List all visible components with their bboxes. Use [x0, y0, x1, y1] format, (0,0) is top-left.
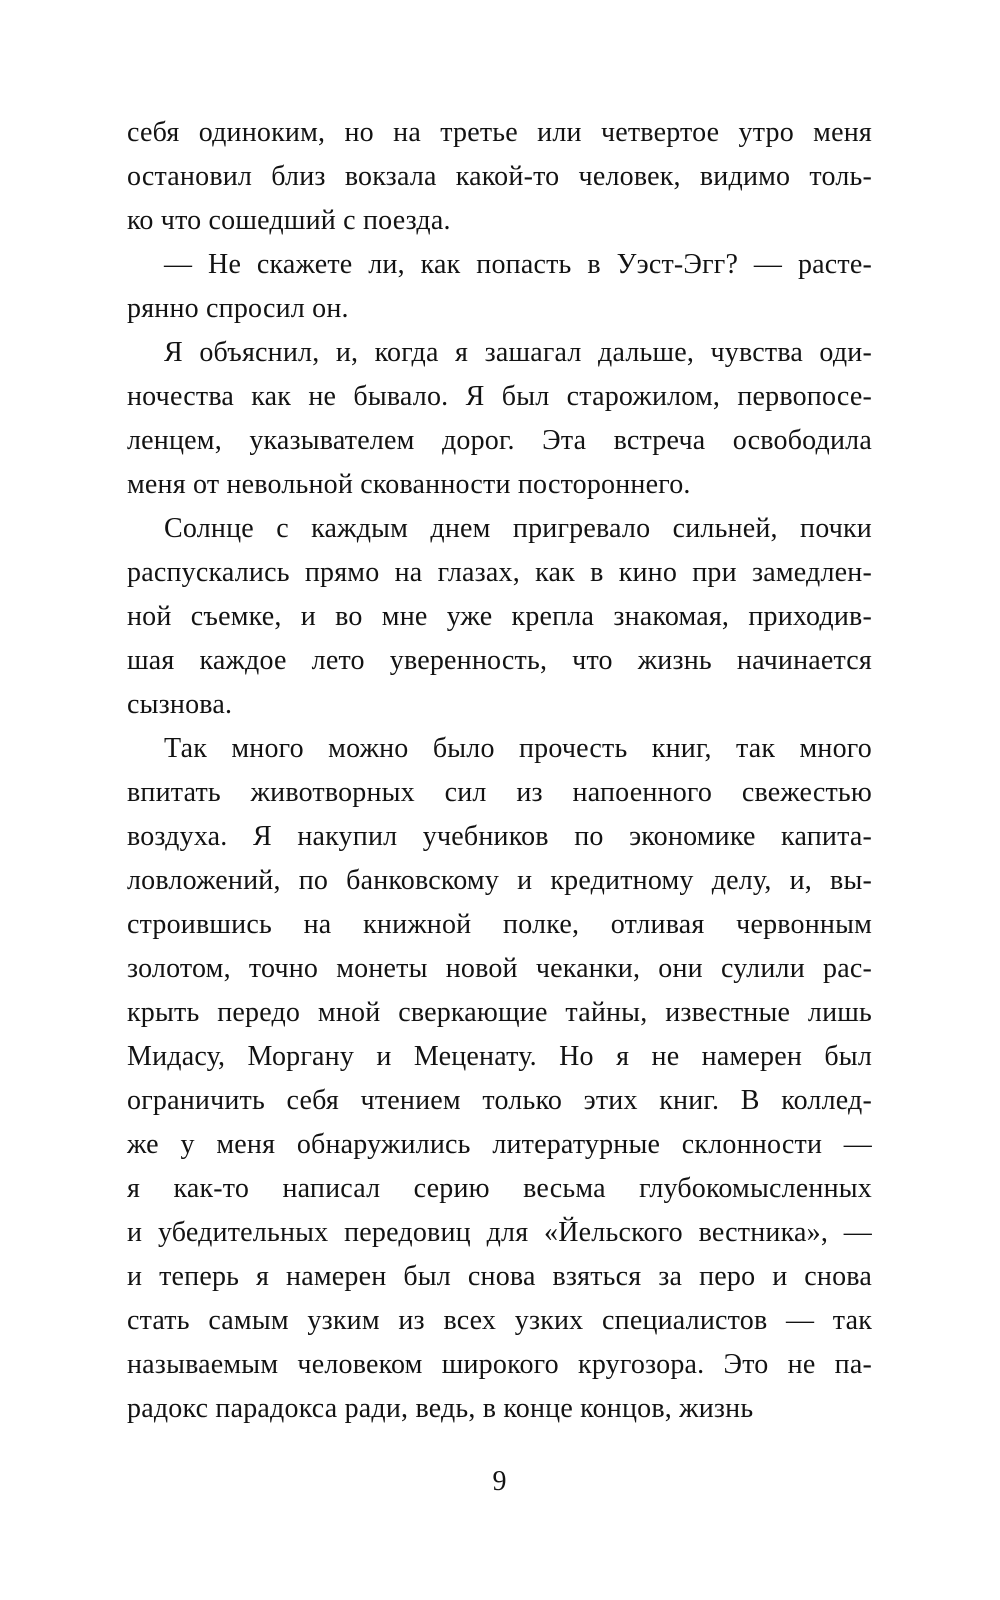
page-number: 9	[492, 1466, 507, 1497]
text-line: остановил близ вокзала какой-то человек, видимо толь-	[127, 161, 872, 192]
text-line: ночества как не бывало. Я был старожилом, первопосе-	[127, 381, 872, 412]
text-line: — Не скажете ли, как попасть в Уэст-Эгг? — расте-	[164, 249, 872, 280]
text-line: шая каждое лето уверенность, что жизнь начинается	[127, 645, 872, 676]
text-line: распускались прямо на глазах, как в кино при замедлен-	[127, 557, 872, 588]
text-line: же у меня обнаружились литературные склонности —	[127, 1129, 872, 1160]
text-line: золотом, точно монеты новой чеканки, они сулили рас-	[127, 953, 872, 984]
text-line: сызнова.	[127, 689, 233, 720]
text-line: ко что сошедший с поезда.	[127, 205, 451, 236]
text-line: стать самым узким из всех узких специалистов — так	[127, 1305, 872, 1336]
text-line: крыть передо мной сверкающие тайны, известные лишь	[127, 997, 872, 1028]
text-line: строившись на книжной полке, отливая червонным	[127, 909, 872, 940]
text-line: Я объяснил, и, когда я зашагал дальше, чувства оди-	[164, 337, 872, 368]
text-line: впитать животворных сил из напоенного свежестью	[127, 777, 872, 808]
text-line: рянно спросил он.	[127, 293, 349, 324]
text-line: ловложений, по банковскому и кредитному делу, и, вы-	[127, 865, 872, 896]
text-line: и убедительных передовиц для «Йельского вестника», —	[127, 1217, 872, 1248]
text-line: Мидасу, Моргану и Меценату. Но я не намерен был	[127, 1041, 872, 1072]
text-line: называемым человеком широкого кругозора. Это не па-	[127, 1349, 872, 1380]
text-line: Солнце с каждым днем пригревало сильней, почки	[164, 513, 872, 544]
page-text-block	[127, 111, 872, 1431]
text-line: себя одиноким, но на третье или четвертое утро меня	[127, 117, 872, 148]
text-line: меня от невольной скованности постороннего.	[127, 469, 691, 500]
text-line: воздуха. Я накупил учебников по экономике капита-	[127, 821, 872, 852]
text-line: и теперь я намерен был снова взяться за перо и снова	[127, 1261, 872, 1292]
text-line: ограничить себя чтением только этих книг. В коллед-	[127, 1085, 872, 1116]
text-line: я как-то написал серию весьма глубокомысленных	[127, 1173, 872, 1204]
text-line: ленцем, указывателем дорог. Эта встреча освободила	[127, 425, 872, 456]
text-line: ной съемке, и во мне уже крепла знакомая, приходив-	[127, 601, 872, 632]
text-line: радокс парадокса ради, ведь, в конце концов, жизнь	[127, 1393, 754, 1424]
text-line: Так много можно было прочесть книг, так много	[164, 733, 872, 764]
